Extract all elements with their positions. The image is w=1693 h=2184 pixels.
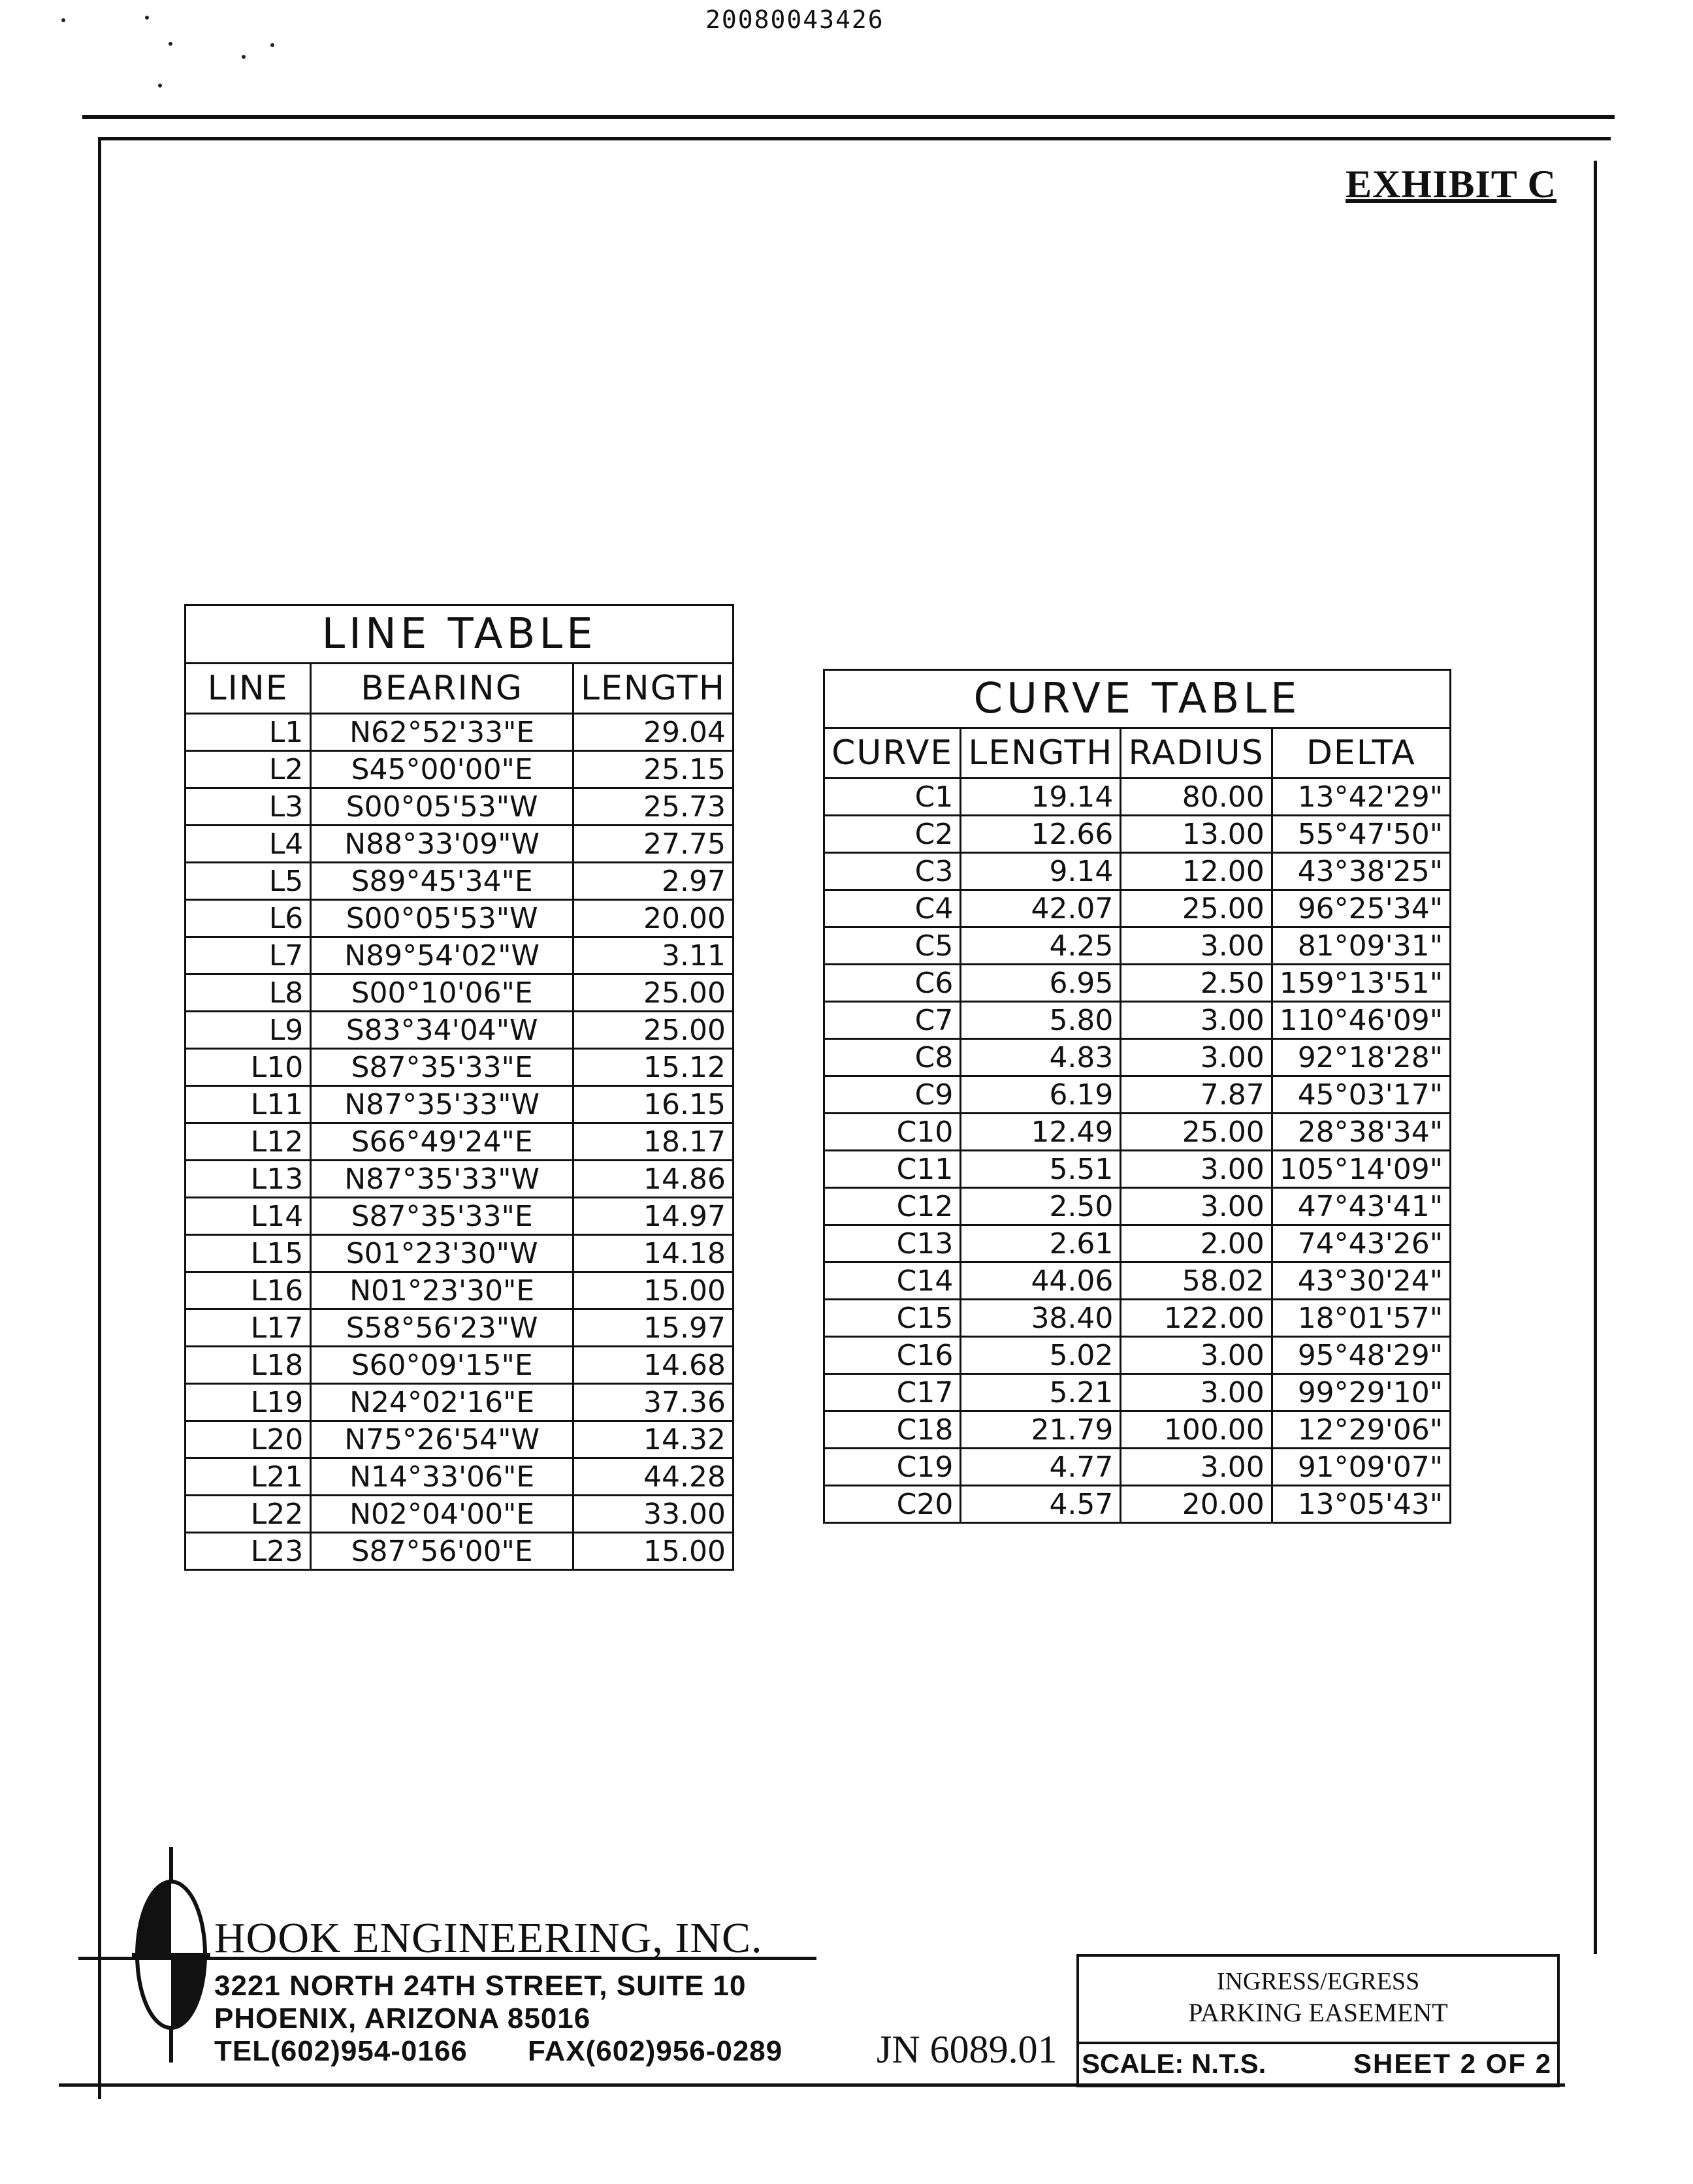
length-cell: 29.04: [573, 714, 733, 751]
line-id-cell: L4: [185, 826, 311, 863]
length-cell: 15.97: [573, 1309, 733, 1347]
table-row: [824, 1076, 1451, 1114]
scan-speck: [270, 43, 274, 47]
curve-id-cell: C9: [824, 1076, 961, 1114]
address-line-1: 3221 NORTH 24TH STREET, SUITE 10: [214, 1970, 747, 2002]
delta-cell: 28°38'34": [1272, 1114, 1450, 1151]
length-cell: 4.77: [961, 1449, 1121, 1486]
delta-cell: 12°29'06": [1272, 1411, 1450, 1449]
length-cell: 14.32: [573, 1421, 733, 1458]
length-cell: 12.49: [961, 1114, 1121, 1151]
bearing-cell: N01°23'30"E: [311, 1272, 573, 1309]
radius-cell: 12.00: [1121, 853, 1272, 890]
bearing-cell: N75°26'54"W: [311, 1421, 573, 1458]
curve-id-cell: C10: [824, 1114, 961, 1151]
length-cell: 4.57: [961, 1486, 1121, 1523]
delta-cell: 74°43'26": [1272, 1225, 1450, 1262]
bearing-cell: S01°23'30"W: [311, 1235, 573, 1272]
table-row: [824, 816, 1451, 853]
delta-cell: 96°25'34": [1272, 890, 1450, 927]
bearing-cell: S58°56'23"W: [311, 1309, 573, 1347]
table-row: [824, 1039, 1451, 1076]
table-row: [824, 1225, 1451, 1262]
table-row: [824, 1188, 1451, 1225]
document-number: 20080043426: [705, 5, 884, 34]
table-row: [824, 1411, 1451, 1449]
curve-id-cell: C3: [824, 853, 961, 890]
table-row: [185, 1309, 734, 1347]
radius-cell: 13.00: [1121, 816, 1272, 853]
length-cell: 14.18: [573, 1235, 733, 1272]
length-cell: 2.50: [961, 1188, 1121, 1225]
line-id-cell: L8: [185, 974, 311, 1012]
scale-label: SCALE: N.T.S.: [1082, 2048, 1266, 2079]
radius-cell: 122.00: [1121, 1300, 1272, 1337]
exhibit-title: EXHIBIT C: [1346, 163, 1557, 206]
line-id-cell: L11: [185, 1086, 311, 1123]
job-number: JN 6089.01: [877, 2028, 1057, 2071]
scan-speck: [158, 84, 162, 88]
table-row: [824, 1449, 1451, 1486]
bearing-cell: N02°04'00"E: [311, 1496, 573, 1533]
table-row: [185, 863, 734, 900]
curve-id-cell: C15: [824, 1300, 961, 1337]
table-row: [824, 1002, 1451, 1039]
length-cell: 6.95: [961, 965, 1121, 1002]
delta-cell: 43°30'24": [1272, 1262, 1450, 1300]
line-id-cell: L20: [185, 1421, 311, 1458]
table-row: [824, 1337, 1451, 1374]
delta-cell: 105°14'09": [1272, 1151, 1450, 1188]
radius-cell: 3.00: [1121, 1188, 1272, 1225]
curve-id-cell: C20: [824, 1486, 961, 1523]
table-row: [824, 890, 1451, 927]
table-row: [185, 1384, 734, 1421]
table-row: [185, 1421, 734, 1458]
line-table-body: [185, 714, 734, 1570]
line-id-cell: L17: [185, 1309, 311, 1347]
length-cell: 16.15: [573, 1086, 733, 1123]
radius-cell: 100.00: [1121, 1411, 1272, 1449]
scan-speck: [61, 18, 65, 22]
bearing-cell: S00°10'06"E: [311, 974, 573, 1012]
frame-right: [1594, 161, 1597, 1954]
bearing-cell: N89°54'02"W: [311, 937, 573, 974]
bearing-cell: S66°49'24"E: [311, 1123, 573, 1161]
table-row: [185, 1347, 734, 1384]
table-row: [185, 1496, 734, 1533]
table-row: [824, 779, 1451, 816]
line-id-cell: L12: [185, 1123, 311, 1161]
length-cell: 4.25: [961, 927, 1121, 965]
curve-table-header-delta: DELTA: [1272, 728, 1450, 779]
scan-speck: [242, 55, 246, 59]
length-cell: 25.15: [573, 751, 733, 788]
line-id-cell: L14: [185, 1198, 311, 1235]
length-cell: 15.00: [573, 1272, 733, 1309]
line-id-cell: L3: [185, 788, 311, 826]
length-cell: 25.73: [573, 788, 733, 826]
table-row: [185, 1235, 734, 1272]
table-row: [185, 1458, 734, 1496]
radius-cell: 3.00: [1121, 1449, 1272, 1486]
curve-table-header-radius: RADIUS: [1121, 728, 1272, 779]
table-row: [185, 1272, 734, 1309]
radius-cell: 2.00: [1121, 1225, 1272, 1262]
length-cell: 38.40: [961, 1300, 1121, 1337]
length-cell: 18.17: [573, 1123, 733, 1161]
length-cell: 5.80: [961, 1002, 1121, 1039]
curve-id-cell: C13: [824, 1225, 961, 1262]
delta-cell: 99°29'10": [1272, 1374, 1450, 1411]
table-row: [185, 1012, 734, 1049]
curve-id-cell: C5: [824, 927, 961, 965]
length-cell: 14.97: [573, 1198, 733, 1235]
company-logo-icon: [132, 1847, 210, 2063]
curve-table-caption: CURVE TABLE: [824, 670, 1451, 728]
table-row: [185, 788, 734, 826]
line-id-cell: L6: [185, 900, 311, 937]
telephone: TEL(602)954-0166: [214, 2035, 468, 2067]
table-row: [824, 927, 1451, 965]
address-line-2: PHOENIX, ARIZONA 85016: [214, 2002, 591, 2034]
table-row: [185, 826, 734, 863]
length-cell: 25.00: [573, 1012, 733, 1049]
length-cell: 14.68: [573, 1347, 733, 1384]
bearing-cell: N62°52'33"E: [311, 714, 573, 751]
bearing-cell: S87°56'00"E: [311, 1533, 573, 1570]
table-row: [824, 853, 1451, 890]
scan-speck: [169, 42, 172, 46]
line-id-cell: L22: [185, 1496, 311, 1533]
project-title-line-2: PARKING EASEMENT: [1188, 1998, 1448, 2027]
bearing-cell: N88°33'09"W: [311, 826, 573, 863]
delta-cell: 45°03'17": [1272, 1076, 1450, 1114]
line-id-cell: L13: [185, 1161, 311, 1198]
table-row: [185, 937, 734, 974]
table-row: [824, 1151, 1451, 1188]
curve-id-cell: C14: [824, 1262, 961, 1300]
bearing-cell: S89°45'34"E: [311, 863, 573, 900]
delta-cell: 13°42'29": [1272, 779, 1450, 816]
delta-cell: 55°47'50": [1272, 816, 1450, 853]
line-id-cell: L23: [185, 1533, 311, 1570]
bearing-cell: S87°35'33"E: [311, 1049, 573, 1086]
table-row: [185, 974, 734, 1012]
radius-cell: 58.02: [1121, 1262, 1272, 1300]
line-table-caption: LINE TABLE: [185, 605, 734, 664]
line-id-cell: L7: [185, 937, 311, 974]
length-cell: 14.86: [573, 1161, 733, 1198]
line-id-cell: L9: [185, 1012, 311, 1049]
line-id-cell: L10: [185, 1049, 311, 1086]
curve-id-cell: C17: [824, 1374, 961, 1411]
line-id-cell: L5: [185, 863, 311, 900]
table-row: [185, 751, 734, 788]
bearing-cell: S87°35'33"E: [311, 1198, 573, 1235]
curve-id-cell: C19: [824, 1449, 961, 1486]
length-cell: 5.02: [961, 1337, 1121, 1374]
radius-cell: 3.00: [1121, 1374, 1272, 1411]
radius-cell: 7.87: [1121, 1076, 1272, 1114]
line-table-header-length: LENGTH: [573, 664, 733, 714]
line-id-cell: L15: [185, 1235, 311, 1272]
length-cell: 6.19: [961, 1076, 1121, 1114]
line-id-cell: L18: [185, 1347, 311, 1384]
bearing-cell: N14°33'06"E: [311, 1458, 573, 1496]
curve-table-body: [824, 779, 1451, 1523]
table-row: [185, 1198, 734, 1235]
delta-cell: 91°09'07": [1272, 1449, 1450, 1486]
curve-id-cell: C7: [824, 1002, 961, 1039]
table-row: [824, 965, 1451, 1002]
table-row: [824, 1486, 1451, 1523]
line-id-cell: L16: [185, 1272, 311, 1309]
table-row: [185, 900, 734, 937]
curve-id-cell: C2: [824, 816, 961, 853]
bearing-cell: S83°34'04"W: [311, 1012, 573, 1049]
length-cell: 3.11: [573, 937, 733, 974]
table-row: [185, 1123, 734, 1161]
curve-table-header-curve: CURVE: [824, 728, 961, 779]
fax: FAX(602)956-0289: [528, 2035, 783, 2067]
bearing-cell: S60°09'15"E: [311, 1347, 573, 1384]
curve-id-cell: C4: [824, 890, 961, 927]
radius-cell: 3.00: [1121, 927, 1272, 965]
scan-speck: [145, 16, 149, 20]
title-box-divider: [1076, 2042, 1560, 2044]
table-row: [824, 1114, 1451, 1151]
table-row: [824, 1374, 1451, 1411]
line-table-header-bearing: BEARING: [311, 664, 573, 714]
length-cell: 15.12: [573, 1049, 733, 1086]
radius-cell: 25.00: [1121, 1114, 1272, 1151]
length-cell: 5.51: [961, 1151, 1121, 1188]
radius-cell: 3.00: [1121, 1039, 1272, 1076]
radius-cell: 3.00: [1121, 1151, 1272, 1188]
company-name: HOOK ENGINEERING, INC.: [214, 1914, 763, 1962]
length-cell: 15.00: [573, 1533, 733, 1570]
length-cell: 25.00: [573, 974, 733, 1012]
bearing-cell: S00°05'53"W: [311, 900, 573, 937]
radius-cell: 3.00: [1121, 1337, 1272, 1374]
curve-id-cell: C6: [824, 965, 961, 1002]
delta-cell: 159°13'51": [1272, 965, 1450, 1002]
length-cell: 37.36: [573, 1384, 733, 1421]
bearing-cell: S45°00'00"E: [311, 751, 573, 788]
length-cell: 4.83: [961, 1039, 1121, 1076]
line-id-cell: L1: [185, 714, 311, 751]
length-cell: 33.00: [573, 1496, 733, 1533]
length-cell: 2.97: [573, 863, 733, 900]
frame-top-inner: [98, 137, 1611, 140]
bearing-cell: N24°02'16"E: [311, 1384, 573, 1421]
line-table-header-line: LINE: [185, 664, 311, 714]
delta-cell: 47°43'41": [1272, 1188, 1450, 1225]
radius-cell: 20.00: [1121, 1486, 1272, 1523]
delta-cell: 92°18'28": [1272, 1039, 1450, 1076]
frame-top-outer: [82, 115, 1615, 119]
project-title-line-1: INGRESS/EGRESS: [1216, 1968, 1420, 1995]
delta-cell: 81°09'31": [1272, 927, 1450, 965]
line-table: [184, 604, 734, 1571]
table-row: [185, 1049, 734, 1086]
length-cell: 27.75: [573, 826, 733, 863]
curve-id-cell: C18: [824, 1411, 961, 1449]
length-cell: 21.79: [961, 1411, 1121, 1449]
length-cell: 19.14: [961, 779, 1121, 816]
length-cell: 44.28: [573, 1458, 733, 1496]
bearing-cell: N87°35'33"W: [311, 1161, 573, 1198]
table-row: [185, 1161, 734, 1198]
delta-cell: 18°01'57": [1272, 1300, 1450, 1337]
length-cell: 20.00: [573, 900, 733, 937]
radius-cell: 3.00: [1121, 1002, 1272, 1039]
table-row: [185, 714, 734, 751]
curve-id-cell: C11: [824, 1151, 961, 1188]
curve-table: [823, 669, 1451, 1524]
bearing-cell: N87°35'33"W: [311, 1086, 573, 1123]
length-cell: 12.66: [961, 816, 1121, 853]
length-cell: 9.14: [961, 853, 1121, 890]
curve-id-cell: C12: [824, 1188, 961, 1225]
radius-cell: 25.00: [1121, 890, 1272, 927]
curve-id-cell: C1: [824, 779, 961, 816]
radius-cell: 80.00: [1121, 779, 1272, 816]
length-cell: 5.21: [961, 1374, 1121, 1411]
table-row: [185, 1086, 734, 1123]
line-id-cell: L21: [185, 1458, 311, 1496]
table-row: [824, 1262, 1451, 1300]
line-id-cell: L19: [185, 1384, 311, 1421]
bearing-cell: S00°05'53"W: [311, 788, 573, 826]
radius-cell: 2.50: [1121, 965, 1272, 1002]
delta-cell: 110°46'09": [1272, 1002, 1450, 1039]
delta-cell: 95°48'29": [1272, 1337, 1450, 1374]
length-cell: 44.06: [961, 1262, 1121, 1300]
curve-id-cell: C8: [824, 1039, 961, 1076]
delta-cell: 43°38'25": [1272, 853, 1450, 890]
table-row: [185, 1533, 734, 1570]
delta-cell: 13°05'43": [1272, 1486, 1450, 1523]
sheet-label: SHEET 2 OF 2: [1353, 2048, 1553, 2079]
table-row: [824, 1300, 1451, 1337]
line-id-cell: L2: [185, 751, 311, 788]
frame-left: [98, 137, 101, 2099]
curve-table-header-length: LENGTH: [961, 728, 1121, 779]
length-cell: 42.07: [961, 890, 1121, 927]
length-cell: 2.61: [961, 1225, 1121, 1262]
curve-id-cell: C16: [824, 1337, 961, 1374]
